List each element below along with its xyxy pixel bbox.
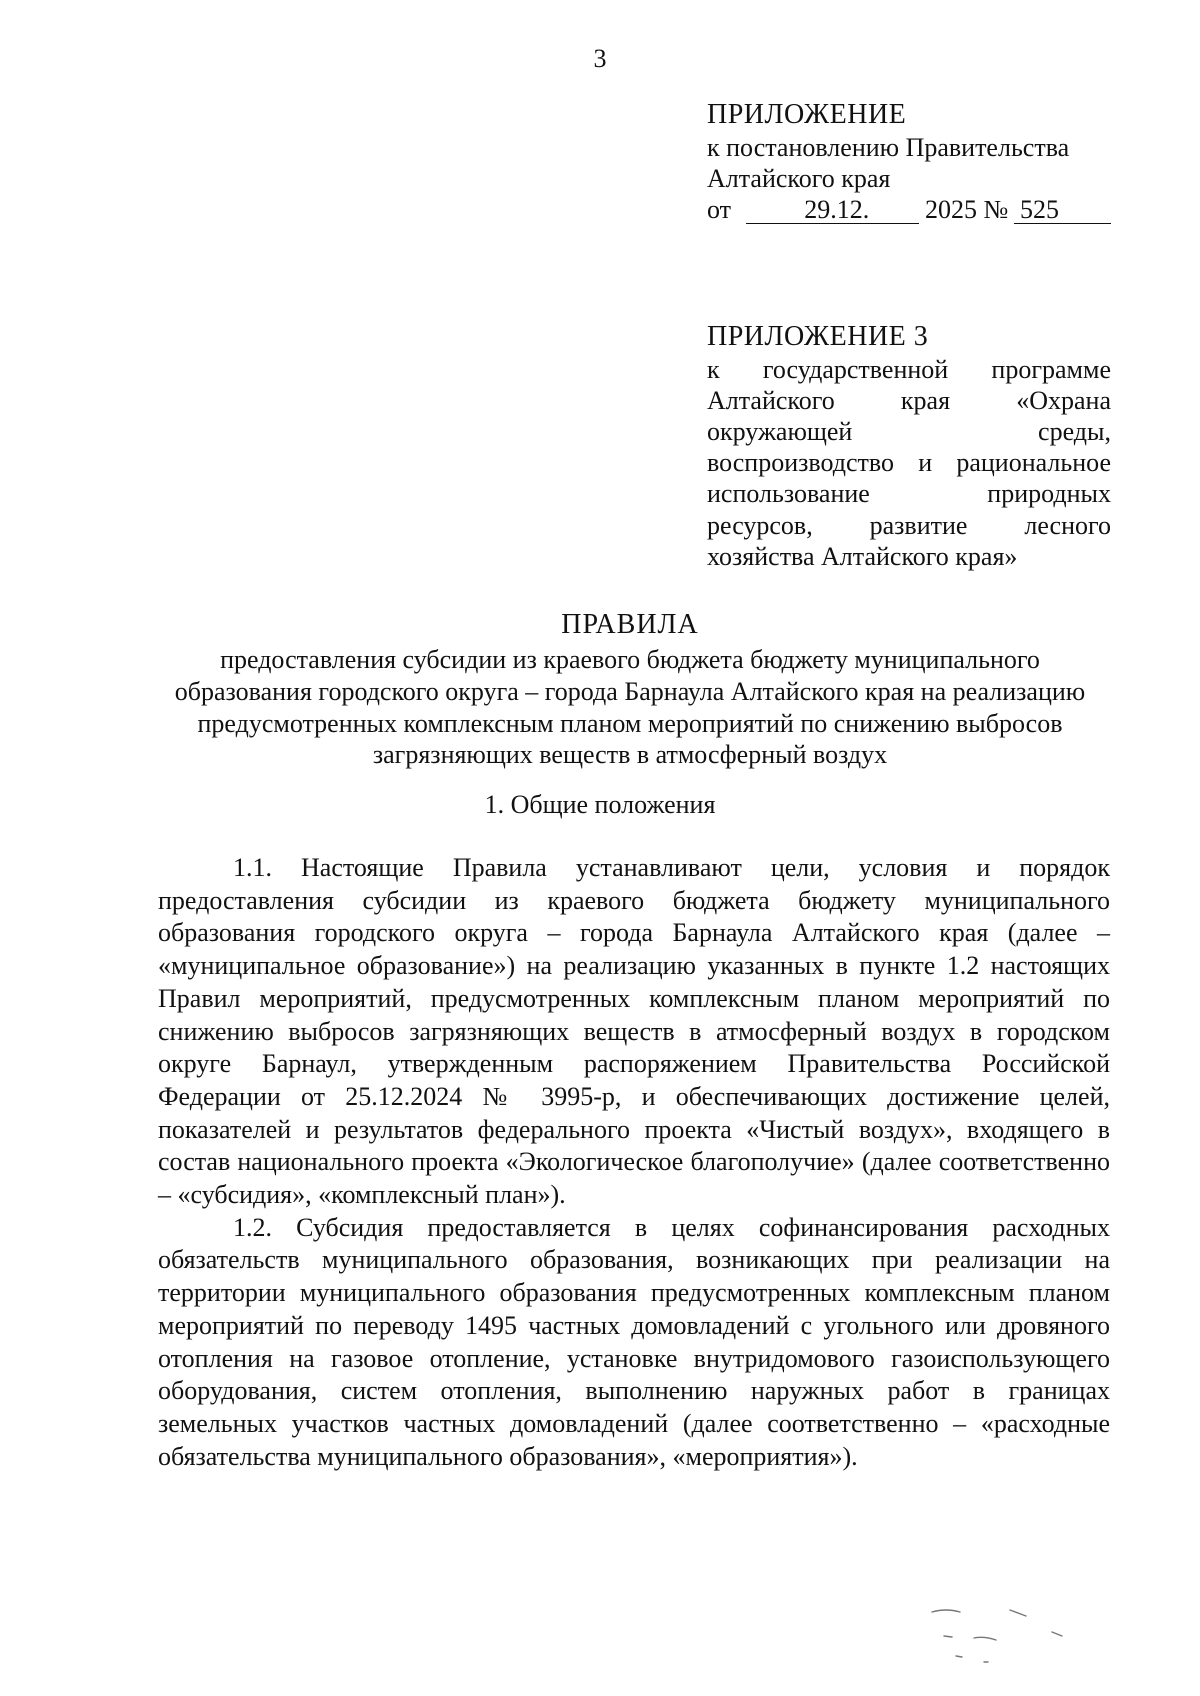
appendix-1-block — [707, 98, 1111, 225]
appendix-3-text: к государственной программе Алтайского края «Охрана окружающей среды, воспроизводство и рациональное использование природных ресурсов, развитие лесного хозяйства Алтайского края» — [707, 354, 1111, 571]
document-content — [158, 852, 1110, 1473]
year-number-label: 2025 № — [924, 194, 1009, 224]
document-number: 525 — [1014, 196, 1111, 224]
paragraph-1-1: 1.1. Настоящие Правила устанавливают цели, условия и порядок предоставления субсидии из краевого бюджета бюджету муниципального образования городского округа – города Барнаула Алтайского края (далее – «муниципальное образование») на реализацию указанных в пункте 1.2 настоящих Правил мероприятий, предусмотренных комплексным планом мероприятий по снижению выбросов загрязняющих веществ в атмосферный воздух в городском округе Барнаул, утвержденным распоряжением Правительства Российской Федерации от 25.12.2024 № 3995-р, и обеспечивающих достижение целей, показателей и результатов федерального проекта «Чистый воздух», входящего в состав национального проекта «Экологическое благополучие» (далее соответственно – «субсидия», «комплексный план»). — [158, 853, 1110, 1210]
scan-noise-marks — [920, 1600, 1120, 1680]
appendix-3-block — [707, 320, 1111, 572]
page-number: 3 — [593, 44, 607, 73]
appendix-1-line1: к постановлению Правительства — [707, 132, 1070, 162]
rules-subtitle: предоставления субсидии из краевого бюджета бюджету муниципального образования городского округа – города Барнаула Алтайского края на реализацию предусмотренных комплексным планом мероприятий по снижению выбросов загрязняющих веществ в атмосферный воздух — [174, 645, 1086, 770]
date-prefix: от — [707, 194, 732, 224]
rules-title: ПРАВИЛА — [561, 609, 699, 640]
paragraph-1-2: 1.2. Субсидия предоставляется в целях софинансирования расходных обязательств муниципального образования, возникающих при реализации на территории муниципального образования предусмотренных комплексным планом мероприятий по переводу 1495 частных домовладений с угольного или дровяного отопления на газовое отопление, установке внутридомового газоиспользующего оборудования, систем отопления, выполнению наружных работ в границах земельных участков частных домовладений (далее соответственно – «расходные обязательства муниципального образования», «мероприятия»). — [158, 1212, 1110, 1471]
rules-title-block — [150, 608, 1110, 771]
section-heading: 1. Общие положения — [484, 790, 716, 819]
appendix-1-line2: Алтайского края — [707, 163, 891, 193]
appendix-3-heading: ПРИЛОЖЕНИЕ 3 — [707, 321, 929, 352]
date-value: 29.12. — [746, 196, 919, 224]
appendix-1-date-line — [707, 194, 1111, 225]
appendix-1-heading: ПРИЛОЖЕНИЕ — [707, 99, 907, 130]
